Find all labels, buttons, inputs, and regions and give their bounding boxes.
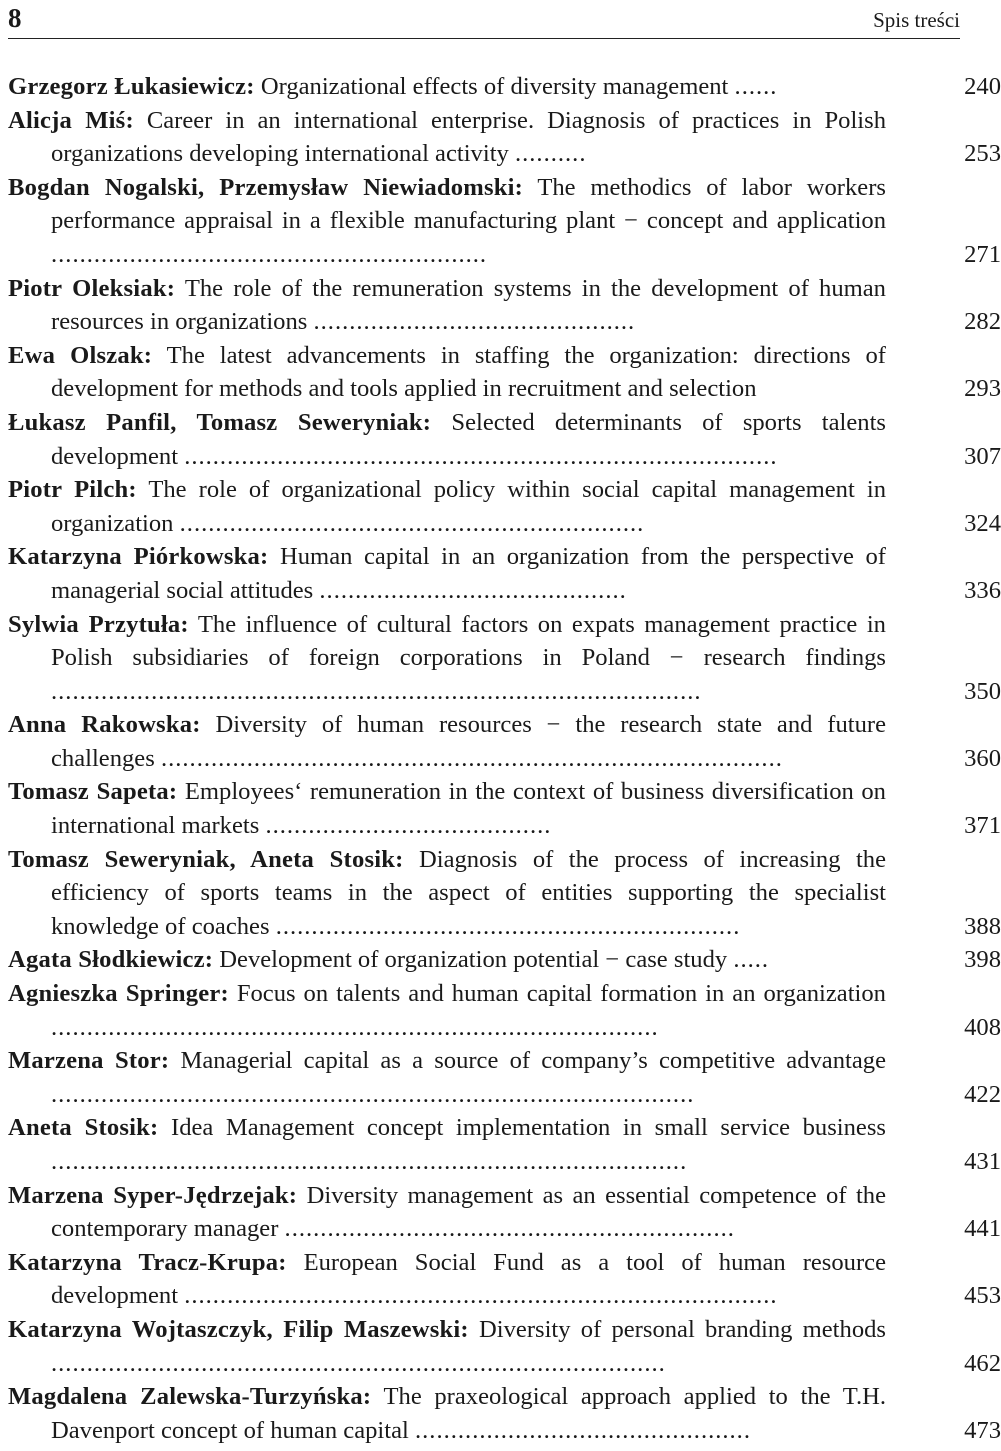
toc-entry[interactable] [8, 1246, 1001, 1313]
leader-dots: ...... [734, 73, 778, 100]
toc-entry[interactable] [8, 339, 1001, 406]
leader-dots: ....................................................................................... [160, 744, 783, 772]
entry-title: Idea Management concept implementation in small service business [171, 1114, 886, 1142]
entry-page-number: 371 [964, 812, 1001, 840]
toc-entry[interactable] [8, 608, 1001, 709]
entry-author: Katarzyna Piórkowska: [8, 543, 269, 571]
entry-title: Career in an international enterprise. Diagnosis of practices in Polish organizations developing international activity [51, 106, 886, 168]
leader-dots: ................................................................................... [184, 442, 778, 470]
entry-author: Tomasz Seweryniak, Aneta Stosik: [8, 845, 404, 873]
entry-page-number: 398 [964, 946, 1001, 974]
toc-entry[interactable] [8, 943, 1001, 977]
entry-author: Łukasz Panfil, Tomasz Seweryniak: [8, 408, 432, 436]
leader-dots: ........................................ [265, 812, 552, 840]
entry-page-number: 336 [964, 576, 1001, 604]
entry-title: Diversity of personal branding methods [479, 1315, 886, 1343]
toc-entry[interactable] [8, 473, 1001, 540]
toc-entry[interactable] [8, 272, 1001, 339]
toc-entry[interactable] [8, 1313, 1001, 1380]
entry-page-number: 293 [964, 375, 1001, 403]
entry-title: Managerial capital as a source of company’s competitive advantage [180, 1047, 886, 1075]
leader-dots: ........................................... [319, 576, 627, 604]
entry-author: Ewa Olszak: [8, 341, 153, 369]
entry-author: Grzegorz Łukasiewicz: [8, 73, 255, 100]
entry-title: Diversity of human resources − the research state and future challenges [51, 711, 886, 772]
toc-entry[interactable] [8, 406, 1001, 473]
toc-entry[interactable] [8, 708, 1001, 775]
entry-title: The role of the remuneration systems in the development of human resources in organizations [51, 274, 886, 336]
leader-dots: ............................................... [415, 1416, 751, 1444]
entry-author: Katarzyna Tracz-Krupa: [8, 1248, 287, 1276]
entry-page-number: 360 [964, 744, 1001, 772]
entry-title: Organizational effects of diversity management [260, 73, 729, 100]
document-page [8, 0, 1001, 1451]
toc-entry[interactable] [8, 171, 1001, 272]
entry-page-number: 453 [964, 1282, 1001, 1310]
toc-entry[interactable] [8, 1044, 1001, 1111]
entry-author: Marzena Stor: [8, 1047, 170, 1075]
entry-title: Diagnosis of the process of increasing the efficiency of sports teams in the aspect of entities supporting the specialist knowledge of coaches [51, 845, 886, 940]
leader-dots: ............................................................. [51, 240, 488, 268]
entry-author: Bogdan Nogalski, Przemysław Niewiadomski: [8, 173, 524, 201]
leader-dots: ............................................. [313, 308, 636, 336]
entry-title: The influence of cultural factors on expats management practice in Polish subsidiaries of foreign corporations in Poland − research findings [51, 610, 886, 672]
entry-title: Selected determinants of sports talents development [51, 408, 886, 470]
entry-page-number: 473 [964, 1416, 1001, 1444]
leader-dots: ........................................................................................... [51, 677, 702, 705]
entry-page-number: 350 [964, 677, 1001, 705]
toc-entry[interactable] [8, 104, 1001, 171]
entry-author: Agnieszka Springer: [8, 980, 229, 1008]
entry-title: Development of organization potential − case study [219, 946, 728, 974]
toc-entry[interactable] [8, 70, 1001, 104]
entry-page-number: 422 [964, 1080, 1001, 1108]
toc-entry[interactable] [8, 1179, 1001, 1246]
leader-dots: ..... [733, 946, 770, 974]
entry-page-number: 307 [964, 442, 1001, 470]
toc-entry[interactable] [8, 1111, 1001, 1178]
entry-title: The latest advancements in staffing the organization: directions of development for methods and tools applied in recruitment and selection [51, 341, 886, 403]
entry-author: Tomasz Sapeta: [8, 778, 178, 806]
leader-dots: ............................................................... [284, 1215, 735, 1243]
entry-title: The role of organizational policy within social capital management in organization [51, 476, 886, 537]
table-of-contents [8, 70, 1001, 1447]
toc-entry[interactable] [8, 843, 1001, 944]
leader-dots: ................................................................................... [184, 1282, 778, 1310]
entry-author: Katarzyna Wojtaszczyk, Filip Maszewski: [8, 1315, 469, 1343]
entry-page-number: 282 [964, 308, 1001, 336]
toc-entry[interactable] [8, 775, 1001, 842]
entry-title: Focus on talents and human capital formation in an organization [236, 980, 886, 1008]
running-head: Spis treści [873, 8, 960, 32]
leader-dots: ..................................................................................... [51, 1013, 659, 1041]
entry-page-number: 462 [964, 1349, 1001, 1377]
leader-dots: ......................................................................................... [51, 1148, 688, 1175]
entry-page-number: 408 [964, 1013, 1001, 1041]
entry-title: Diversity management as an essential competence of the contemporary manager [51, 1181, 887, 1243]
leader-dots: .......................................................................................... [51, 1080, 695, 1108]
entry-author: Sylwia Przytuła: [8, 610, 189, 638]
entry-title: Employees‘ remuneration in the context of business diversification on international markets [51, 778, 886, 840]
page-number: 8 [8, 3, 22, 33]
entry-author: Magdalena Zalewska-Turzyńska: [8, 1383, 372, 1411]
toc-entry[interactable] [8, 1380, 1001, 1447]
entry-page-number: 388 [964, 912, 1001, 940]
entry-page-number: 253 [964, 140, 1001, 168]
entry-author: Piotr Oleksiak: [8, 274, 176, 302]
entry-author: Agata Słodkiewicz: [8, 946, 214, 974]
entry-title: The praxeological approach applied to the T.H. Davenport concept of human capital [51, 1383, 886, 1444]
entry-title: European Social Fund as a tool of human resource development [51, 1248, 886, 1310]
leader-dots: .......... [514, 140, 587, 168]
entry-author: Piotr Pilch: [8, 476, 137, 504]
entry-page-number: 441 [964, 1215, 1001, 1243]
leader-dots: ...................................................................................... [51, 1349, 666, 1377]
entry-page-number: 431 [964, 1148, 1001, 1175]
entry-author: Marzena Syper-Jędrzejak: [8, 1181, 298, 1209]
page-header [8, 0, 960, 39]
entry-title: Human capital in an organization from the perspective of managerial social attitudes [51, 543, 886, 604]
toc-entry[interactable] [8, 977, 1001, 1044]
entry-page-number: 271 [964, 240, 1001, 268]
entry-title: The methodics of labor workers performance appraisal in a flexible manufacturing plant − concept and application [51, 173, 886, 235]
leader-dots: ................................................................. [275, 912, 741, 940]
entry-author: Anna Rakowska: [8, 711, 201, 739]
toc-entry[interactable] [8, 540, 1001, 607]
entry-author: Aneta Stosik: [8, 1114, 159, 1142]
entry-page-number: 240 [964, 73, 1001, 100]
leader-dots: ................................................................. [179, 509, 645, 537]
entry-author: Alicja Miś: [8, 106, 134, 134]
entry-page-number: 324 [964, 509, 1001, 537]
